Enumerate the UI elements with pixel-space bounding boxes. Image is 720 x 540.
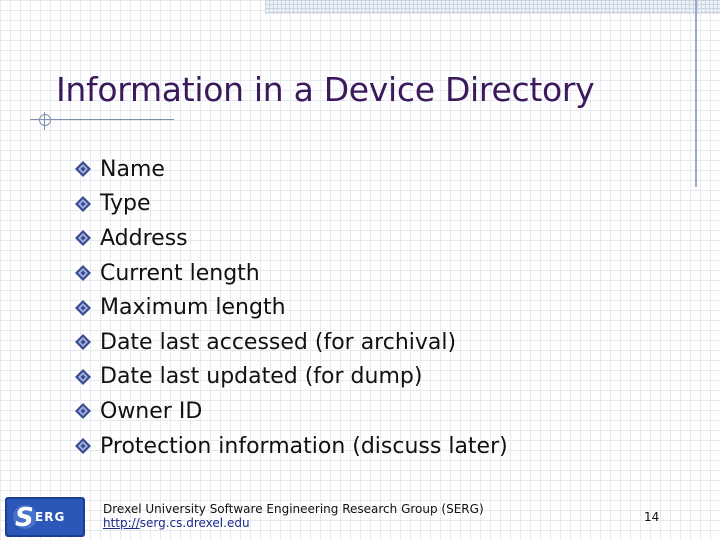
bullet-text: Date last updated (for dump): [100, 364, 423, 390]
bullet-list: [74, 152, 508, 463]
diamond-bullet-icon: [74, 402, 92, 420]
list-item: [74, 256, 508, 291]
list-item: [74, 152, 508, 187]
title-rule-circle: [39, 114, 51, 126]
diamond-bullet-icon: [74, 299, 92, 317]
list-item: [74, 221, 508, 256]
bullet-text: Type: [100, 191, 151, 217]
right-vertical-rule: [695, 0, 697, 187]
top-decorative-band: [265, 0, 720, 14]
list-item: [74, 360, 508, 395]
list-item: [74, 394, 508, 429]
footer-url-host[interactable]: serg.cs.drexel.edu: [139, 516, 250, 530]
diamond-bullet-icon: [74, 264, 92, 282]
diamond-bullet-icon: [74, 437, 92, 455]
bullet-text: Address: [100, 225, 188, 251]
list-item: [74, 325, 508, 360]
footer-credit: [103, 502, 484, 530]
slide-title: Information in a Device Directory: [56, 70, 595, 109]
list-item: [74, 187, 508, 222]
bullet-text: Maximum length: [100, 295, 286, 321]
diamond-bullet-icon: [74, 333, 92, 351]
title-underline: [30, 119, 174, 120]
list-item: [74, 290, 508, 325]
diamond-bullet-icon: [74, 160, 92, 178]
footer-org-line: Drexel University Software Engineering Research Group (SERG): [103, 502, 484, 516]
diamond-bullet-icon: [74, 229, 92, 247]
list-item: [74, 429, 508, 464]
svg-text:ERG: ERG: [35, 510, 66, 524]
footer-url[interactable]: [103, 516, 484, 530]
bullet-text: Current length: [100, 260, 260, 286]
bullet-text: Owner ID: [100, 398, 203, 424]
diamond-bullet-icon: [74, 368, 92, 386]
page-number: 14: [644, 510, 660, 524]
diamond-bullet-icon: [74, 195, 92, 213]
bullet-text: Protection information (discuss later): [100, 433, 508, 459]
serg-logo: [5, 497, 85, 537]
footer-url-scheme[interactable]: http://: [103, 516, 140, 530]
bullet-text: Date last accessed (for archival): [100, 329, 457, 355]
svg-text:S: S: [15, 503, 34, 533]
bullet-text: Name: [100, 156, 165, 182]
